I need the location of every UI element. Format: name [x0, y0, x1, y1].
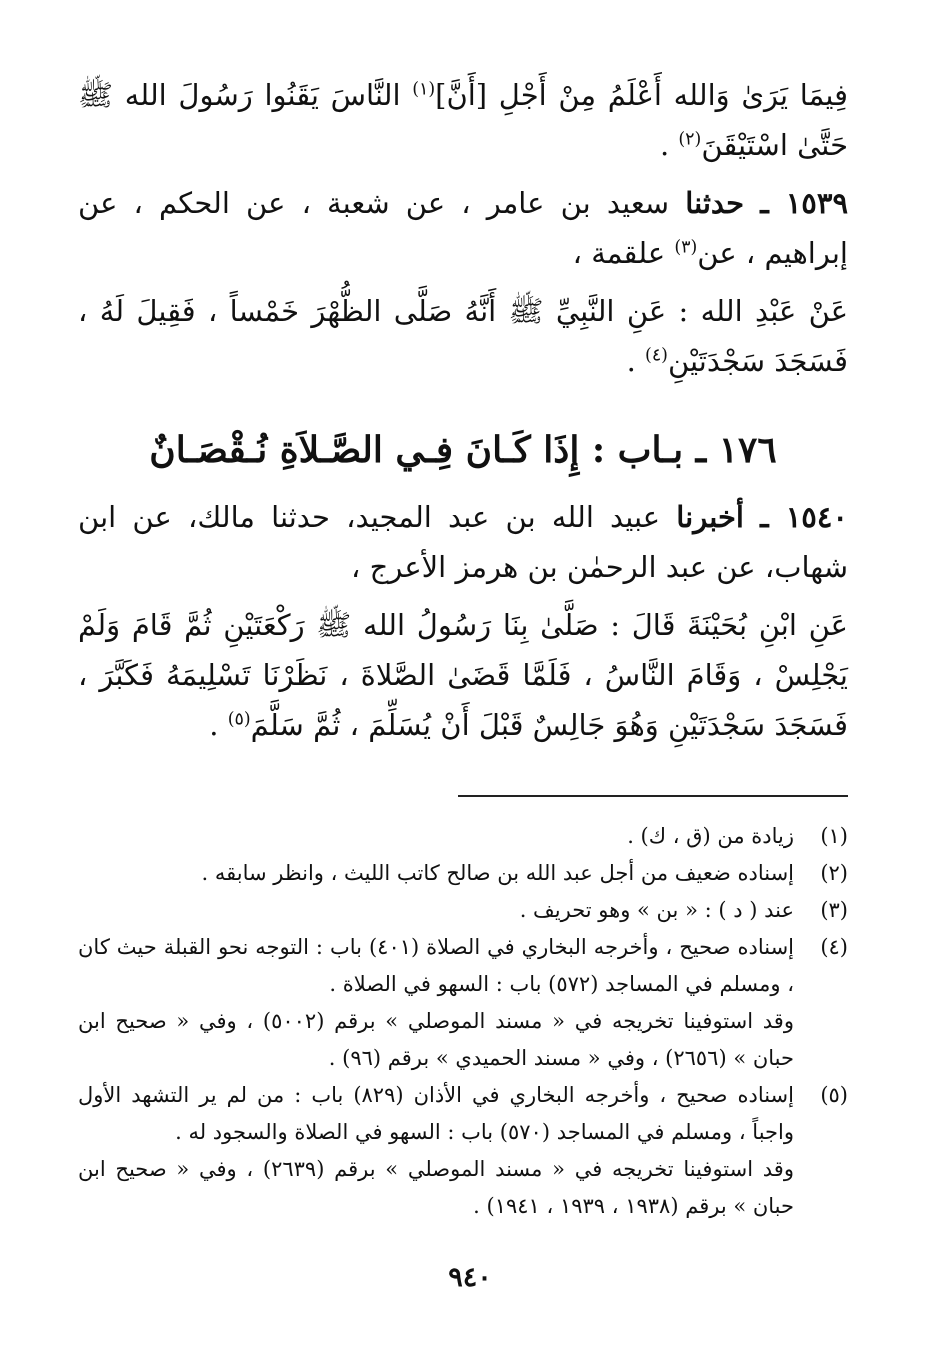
- hadith-lead-word: حدثنا: [685, 186, 745, 220]
- footnote-text: إسناده صحيح ، وأخرجه البخاري في الأذان (٨٢٩) باب : من لم ير التشهد الأول واجباً ، ومسلم في المساجد (٥٧٠) باب : السهو في الصلاة والسجود له .: [78, 1083, 794, 1144]
- footnote-body: [78, 818, 794, 855]
- hadith-1540-chain: [78, 492, 848, 592]
- isnad-text: عبيد الله بن عبد المجيد، حدثنا مالك، عن ابن شهاب، عن عبد الرحمٰن بن هرمز الأعرج ،: [78, 500, 848, 584]
- footnote-number: (٤): [820, 935, 848, 959]
- footnote-text: وقد استوفينا تخريجه في « مسند الموصلي » برقم (٥٠٠٢) ، وفي « صحيح ابن حبان » (٢٦٥٦) ، وفي « مسند الحميدي » برقم (٩٦) .: [78, 1009, 794, 1070]
- footnote-number: (٥): [820, 1083, 848, 1107]
- footnote: [78, 855, 848, 892]
- text-run: فِيمَا يَرَىٰ وَالله أَعْلَمُ مِنْ أَجْلِ [أَنَّ]: [435, 78, 848, 112]
- footnote-number: (٢): [820, 861, 848, 885]
- footnote-number: (٣): [820, 898, 848, 922]
- footnote-text: إسناده ضعيف من أجل عبد الله بن صالح كاتب الليث ، وانظر سابقه .: [201, 861, 794, 885]
- page-number: ٩٤٠: [448, 1262, 492, 1293]
- matn-text: عَنِ ابْنِ بُحَيْنَةَ قَالَ : صَلَّىٰ بِنَا رَسُولُ الله ﷺ رَكْعَتَيْنِ ثُمَّ قَامَ وَلَمْ يَجْلِسْ ، وَقَامَ النَّاسُ ، فَلَمَّا قَضَىٰ الصَّلاةَ ، نَظَرْنَا تَسْلِيمَهُ فَكَبَّرَ ، فَسَجَدَ سَجْدَتَيْنِ وَهُوَ جَالِسٌ قَبْلَ أَنْ يُسَلِّمَ ، ثُمَّ سَلَّمَ: [78, 608, 848, 742]
- footnote-ref-3: (٣): [674, 237, 698, 258]
- footnote-body: [78, 892, 794, 929]
- footnote-number: (١): [820, 824, 848, 848]
- hadith-1539-matn: [78, 286, 848, 386]
- footnote-body: [78, 1077, 794, 1225]
- isnad-text: علقمة ،: [572, 236, 675, 270]
- hadith-number: ١٥٣٩ ـ: [760, 186, 849, 220]
- hadith-1540-matn: [78, 600, 848, 750]
- text-run: النَّاسَ يَقَنُوا رَسُولَ الله ﷺ حَتَّىٰ: [78, 78, 848, 162]
- chapter-heading: ١٧٦ ـ بـاب : إِذَا كَـانَ فِـي الصَّـلاَةِ نُـقْصَـانٌ: [149, 429, 777, 471]
- footnote-ref-1: (١): [412, 79, 436, 100]
- hadith-lead-word: أخبرنا: [676, 500, 744, 534]
- text-run: .: [659, 128, 679, 162]
- footnote-body: [78, 929, 794, 1077]
- isnad-text: سعيد بن عامر ، عن شعبة ، عن الحكم ، عن إبراهيم ، عن: [78, 186, 848, 270]
- text-run: اسْتَيْقَنَ: [701, 128, 788, 162]
- main-text: [78, 70, 848, 758]
- footnote-text: وقد استوفينا تخريجه في « مسند الموصلي » برقم (٢٦٣٩) ، وفي « صحيح ابن حبان » برقم (١٩٣٨ ، ١٩٣٩ ، ١٩٤١) .: [78, 1157, 794, 1218]
- footnote-text: إسناده صحيح ، وأخرجه البخاري في الصلاة (٤٠١) باب : التوجه نحو القبلة حيث كان ، ومسلم في المساجد (٥٧٢) باب : السهو في الصلاة .: [78, 935, 795, 996]
- text-run: .: [209, 708, 228, 742]
- footnotes: [78, 818, 848, 1225]
- paragraph-continuation: [78, 70, 848, 170]
- matn-text: عَنْ عَبْدِ الله : عَنِ النَّبِيِّ ﷺ أَنَّهُ صَلَّى الظُّهْرَ خَمْساً ، فَقِيلَ لَهُ ، فَسَجَدَ سَجْدَتَيْنِ: [78, 294, 848, 378]
- footnote-ref-2: (٢): [678, 129, 702, 150]
- footnote: [78, 1077, 848, 1225]
- footnote: [78, 929, 848, 1077]
- footnote-ref-5: (٥): [227, 709, 251, 730]
- footnote-ref-4: (٤): [645, 345, 668, 366]
- hadith-number: ١٥٤٠ ـ: [760, 500, 848, 534]
- text-run: .: [626, 344, 646, 378]
- footnote: [78, 892, 848, 929]
- footnote-body: [78, 855, 794, 892]
- footnote-text: زيادة من (ق ، ك) .: [627, 824, 794, 848]
- footnote-text: عند ( د ) : « بن » وهو تحريف .: [519, 898, 794, 922]
- hadith-1539-chain: [78, 178, 848, 278]
- footnote: [78, 818, 848, 855]
- footnote-divider: [458, 795, 848, 797]
